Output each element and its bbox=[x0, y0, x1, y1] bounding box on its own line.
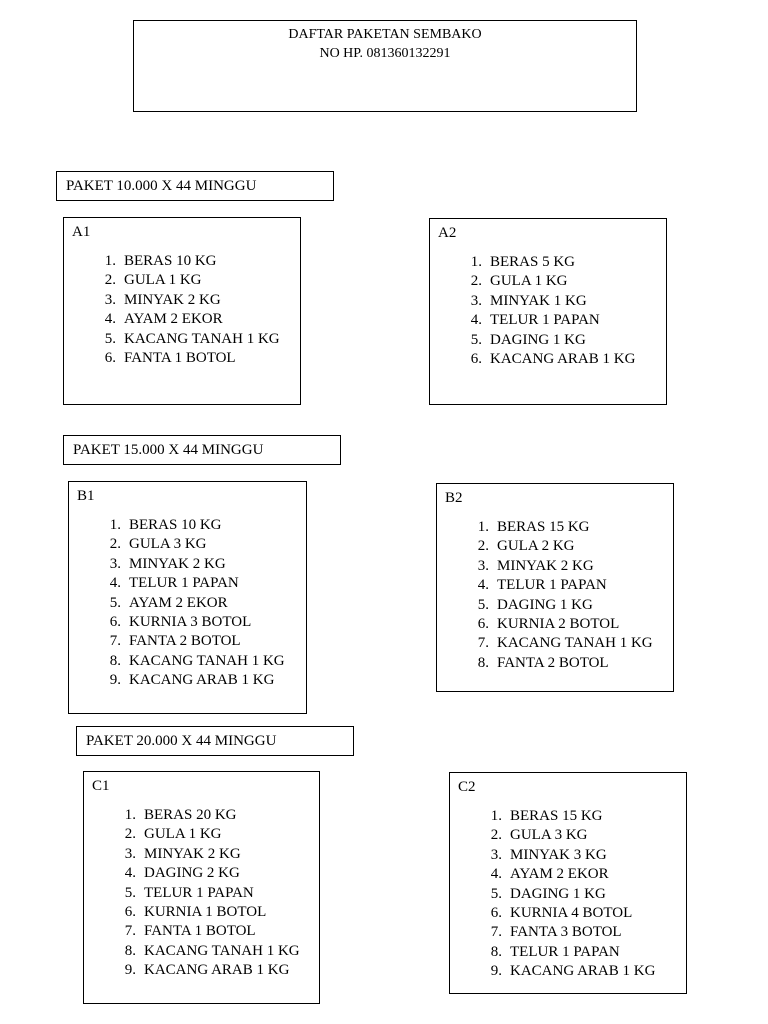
item-number: 3. bbox=[109, 555, 121, 572]
package-item bbox=[478, 807, 655, 826]
item-number: 7. bbox=[477, 635, 489, 652]
item-text: FANTA 1 BOTOL bbox=[124, 350, 236, 367]
item-text: FANTA 3 BOTOL bbox=[510, 924, 622, 941]
package-box-a2 bbox=[429, 218, 667, 405]
package-item bbox=[465, 576, 653, 595]
item-number: 2. bbox=[124, 826, 136, 843]
package-item bbox=[92, 252, 280, 271]
package-item bbox=[478, 943, 655, 962]
item-text: TELUR 1 PAPAN bbox=[129, 575, 239, 592]
item-text: FANTA 2 BOTOL bbox=[129, 633, 241, 650]
package-item bbox=[97, 613, 285, 632]
package-item bbox=[478, 885, 655, 904]
item-text: DAGING 1 KG bbox=[510, 885, 606, 902]
package-item bbox=[478, 904, 655, 923]
item-number: 5. bbox=[124, 884, 136, 901]
item-text: FANTA 1 BOTOL bbox=[144, 923, 256, 940]
item-text: KACANG ARAB 1 KG bbox=[510, 963, 656, 980]
item-text: KACANG ARAB 1 KG bbox=[129, 672, 275, 689]
package-box-c1 bbox=[83, 771, 320, 1004]
item-number: 6. bbox=[104, 350, 116, 367]
package-item bbox=[112, 864, 300, 883]
item-text: DAGING 1 KG bbox=[497, 596, 593, 613]
item-number: 9. bbox=[124, 962, 136, 979]
item-text: AYAM 2 EKOR bbox=[510, 866, 609, 883]
package-item bbox=[92, 271, 280, 290]
package-item-list bbox=[97, 516, 285, 691]
package-item bbox=[112, 961, 300, 980]
item-text: KACANG TANAH 1 KG bbox=[144, 942, 300, 959]
package-item bbox=[478, 865, 655, 884]
package-item bbox=[478, 923, 655, 942]
item-text: BERAS 15 KG bbox=[497, 519, 590, 535]
item-number: 4. bbox=[477, 577, 489, 594]
package-box-b1 bbox=[68, 481, 307, 714]
package-code: C2 bbox=[458, 779, 476, 795]
item-number: 4. bbox=[104, 311, 116, 328]
package-item bbox=[458, 350, 635, 369]
item-number: 6. bbox=[470, 351, 482, 368]
document-title: DAFTAR PAKETAN SEMBAKO bbox=[288, 27, 482, 42]
item-number: 9. bbox=[109, 672, 121, 689]
package-item bbox=[112, 942, 300, 961]
package-item bbox=[458, 272, 635, 291]
item-number: 6. bbox=[124, 904, 136, 921]
phone-number: NO HP. 081360132291 bbox=[319, 46, 451, 61]
item-number: 7. bbox=[124, 923, 136, 940]
package-item bbox=[97, 594, 285, 613]
item-number: 3. bbox=[104, 291, 116, 308]
package-item bbox=[465, 557, 653, 576]
package-item bbox=[465, 634, 653, 653]
item-number: 1. bbox=[109, 517, 121, 533]
package-item bbox=[92, 310, 280, 329]
package-item bbox=[458, 292, 635, 311]
item-text: MINYAK 1 KG bbox=[490, 292, 587, 309]
package-item bbox=[97, 535, 285, 554]
item-text: KACANG TANAH 1 KG bbox=[129, 652, 285, 669]
package-item-list bbox=[478, 807, 655, 982]
item-number: 7. bbox=[109, 633, 121, 650]
package-item bbox=[458, 253, 635, 272]
item-number: 8. bbox=[490, 943, 502, 960]
package-item bbox=[112, 806, 300, 825]
package-item bbox=[97, 652, 285, 671]
item-text: KACANG ARAB 1 KG bbox=[490, 351, 636, 368]
package-item bbox=[458, 331, 635, 350]
item-number: 8. bbox=[477, 654, 489, 671]
package-item bbox=[112, 825, 300, 844]
item-number: 4. bbox=[470, 312, 482, 329]
item-number: 3. bbox=[490, 846, 502, 863]
item-text: BERAS 10 KG bbox=[129, 517, 222, 533]
item-number: 5. bbox=[109, 594, 121, 611]
package-item-list bbox=[465, 518, 653, 673]
item-text: AYAM 2 EKOR bbox=[124, 311, 223, 328]
package-item bbox=[97, 632, 285, 651]
package-item bbox=[465, 518, 653, 537]
item-text: MINYAK 2 KG bbox=[129, 555, 226, 572]
item-number: 3. bbox=[477, 557, 489, 574]
item-number: 1. bbox=[124, 807, 136, 823]
item-text: TELUR 1 PAPAN bbox=[497, 577, 607, 594]
package-code: A1 bbox=[72, 224, 91, 240]
package-item bbox=[112, 903, 300, 922]
item-number: 2. bbox=[490, 827, 502, 844]
package-box-a1 bbox=[63, 217, 301, 405]
item-text: KURNIA 4 BOTOL bbox=[510, 905, 633, 922]
item-number: 4. bbox=[109, 575, 121, 592]
item-text: GULA 1 KG bbox=[124, 272, 202, 289]
package-item bbox=[92, 349, 280, 368]
package-item bbox=[465, 615, 653, 634]
item-text: MINYAK 3 KG bbox=[510, 846, 607, 863]
item-number: 5. bbox=[490, 885, 502, 902]
item-number: 5. bbox=[470, 331, 482, 348]
document-header bbox=[133, 20, 637, 112]
item-text: DAGING 2 KG bbox=[144, 865, 240, 882]
item-number: 2. bbox=[470, 273, 482, 290]
item-text: BERAS 15 KG bbox=[510, 808, 603, 824]
package-item bbox=[458, 311, 635, 330]
package-item bbox=[92, 291, 280, 310]
item-text: TELUR 1 PAPAN bbox=[144, 884, 254, 901]
package-item bbox=[478, 962, 655, 981]
package-item bbox=[97, 516, 285, 535]
item-text: AYAM 2 EKOR bbox=[129, 594, 228, 611]
item-number: 3. bbox=[124, 845, 136, 862]
package-item bbox=[465, 537, 653, 556]
item-text: KURNIA 2 BOTOL bbox=[497, 616, 620, 633]
package-code: C1 bbox=[92, 778, 110, 794]
package-code: A2 bbox=[438, 225, 457, 241]
item-number: 6. bbox=[109, 614, 121, 631]
item-text: DAGING 1 KG bbox=[490, 331, 586, 348]
package-item bbox=[112, 922, 300, 941]
package-item bbox=[97, 671, 285, 690]
package-item bbox=[112, 845, 300, 864]
package-item bbox=[112, 884, 300, 903]
package-item bbox=[478, 846, 655, 865]
item-text: KURNIA 1 BOTOL bbox=[144, 904, 267, 921]
item-number: 5. bbox=[477, 596, 489, 613]
item-text: GULA 1 KG bbox=[490, 273, 568, 290]
item-number: 1. bbox=[490, 808, 502, 824]
item-number: 7. bbox=[490, 924, 502, 941]
item-text: MINYAK 2 KG bbox=[144, 845, 241, 862]
item-text: TELUR 1 PAPAN bbox=[510, 943, 620, 960]
package-item bbox=[97, 555, 285, 574]
package-item bbox=[97, 574, 285, 593]
item-text: KACANG TANAH 1 KG bbox=[497, 635, 653, 652]
item-text: BERAS 10 KG bbox=[124, 253, 217, 269]
item-number: 4. bbox=[124, 865, 136, 882]
section-label-paket-20000: PAKET 20.000 X 44 MINGGU bbox=[76, 726, 354, 756]
item-text: TELUR 1 PAPAN bbox=[490, 312, 600, 329]
package-item-list bbox=[458, 253, 635, 369]
item-number: 1. bbox=[470, 254, 482, 270]
item-text: KACANG ARAB 1 KG bbox=[144, 962, 290, 979]
item-number: 2. bbox=[477, 538, 489, 555]
item-number: 5. bbox=[104, 330, 116, 347]
package-item bbox=[465, 654, 653, 673]
item-number: 8. bbox=[109, 652, 121, 669]
package-code: B2 bbox=[445, 490, 463, 506]
item-text: GULA 1 KG bbox=[144, 826, 222, 843]
item-number: 6. bbox=[490, 905, 502, 922]
section-label-paket-10000: PAKET 10.000 X 44 MINGGU bbox=[56, 171, 334, 201]
package-box-b2 bbox=[436, 483, 674, 692]
package-item bbox=[92, 330, 280, 349]
item-text: MINYAK 2 KG bbox=[497, 557, 594, 574]
item-number: 9. bbox=[490, 963, 502, 980]
item-number: 2. bbox=[109, 536, 121, 553]
package-box-c2 bbox=[449, 772, 687, 994]
item-number: 4. bbox=[490, 866, 502, 883]
item-number: 1. bbox=[477, 519, 489, 535]
item-number: 8. bbox=[124, 942, 136, 959]
package-item bbox=[465, 596, 653, 615]
item-text: KURNIA 3 BOTOL bbox=[129, 614, 252, 631]
package-code: B1 bbox=[77, 488, 95, 504]
item-number: 2. bbox=[104, 272, 116, 289]
item-text: MINYAK 2 KG bbox=[124, 291, 221, 308]
item-text: BERAS 20 KG bbox=[144, 807, 237, 823]
item-number: 1. bbox=[104, 253, 116, 269]
item-text: GULA 3 KG bbox=[129, 536, 207, 553]
section-label-paket-15000: PAKET 15.000 X 44 MINGGU bbox=[63, 435, 341, 465]
item-number: 6. bbox=[477, 616, 489, 633]
package-item-list bbox=[92, 252, 280, 368]
package-item-list bbox=[112, 806, 300, 981]
item-number: 3. bbox=[470, 292, 482, 309]
item-text: FANTA 2 BOTOL bbox=[497, 654, 609, 671]
item-text: BERAS 5 KG bbox=[490, 254, 576, 270]
package-item bbox=[478, 826, 655, 845]
item-text: KACANG TANAH 1 KG bbox=[124, 330, 280, 347]
item-text: GULA 3 KG bbox=[510, 827, 588, 844]
item-text: GULA 2 KG bbox=[497, 538, 575, 555]
